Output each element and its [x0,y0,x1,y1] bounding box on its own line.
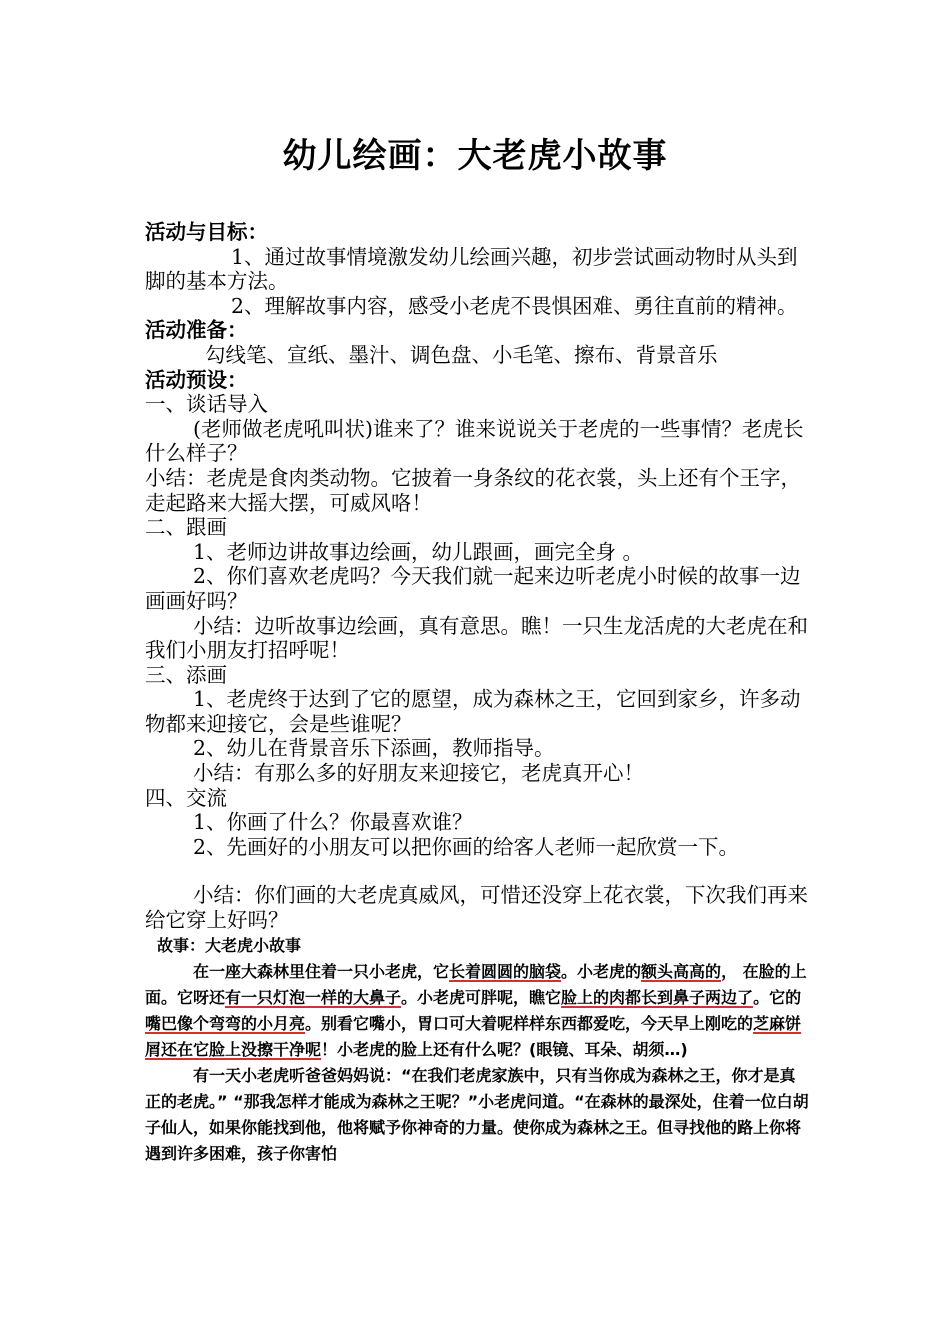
part4-item-1: 1、你画了什么？你最喜欢谁？ [193,810,473,835]
underlined-phrase: 有一只灯泡一样的大鼻子 [225,987,402,1007]
story-text: 。小老虎可胖呢，瞧它 [401,987,562,1007]
prep-heading: 活动准备： [145,318,248,343]
part1-summary: 小结：老虎是食肉类动物。它披着一身条纹的花衣裳，头上还有个王字，走起路来大摇大摆，可威风咯！ [145,465,801,515]
underlined-phrase: 脸上的肉都长到鼻子两边了 [561,987,754,1007]
story-text: ！小老虎的脸上还有什么呢？(眼镜、耳朵、胡须…) [321,1039,688,1059]
story-text: 。它的 [753,987,802,1007]
part4-summary: 小结：你们画的大老虎真威风，可惜还没穿上花衣裳，下次我们再来给它穿上好吗？ [145,883,808,933]
part1-heading: 一、谈话导入 [145,392,268,417]
part2-heading: 二、跟画 [145,515,227,540]
underlined-phrase: 嘴巴像个弯弯的小月亮 [145,1013,306,1033]
part3-heading: 三、添画 [145,662,227,687]
part2-summary: 小结：边听故事边绘画，真有意思。瞧！一只生龙活虎的大老虎在和我们小朋友打招呼呢！ [145,613,808,663]
story-text: 。别看它嘴小，胃口可大着呢样样东西都爱吃，今天早上刚吃的 [305,1013,754,1033]
story-text: 在一座大森林里住着一只小老虎，它 [193,961,450,981]
part2-item-1: 1、老师边讲故事边绘画，幼儿跟画，画完全身 。 [193,539,644,564]
goal-item-2: 2、理解故事内容，感受小老虎不畏惧困难、勇往直前的精神。 [231,293,798,318]
underlined-phrase: 芝麻饼屑还在它脸上没擦干净呢 [145,1013,802,1059]
story-section [145,933,810,1167]
part1-text: (老师做老虎吼叫状)谁来了？谁来说说关于老虎的一些事情？老虎长什么样子？ [145,416,804,466]
story-title: 故事：大老虎小故事 [157,935,302,955]
goals-heading: 活动与目标： [145,220,268,244]
story-text: ， 在脸的上面。它呀还 [145,961,807,1007]
story-paragraph-1 [145,959,810,1063]
story-text: 。小老虎的 [561,961,642,981]
part3-item-1: 1、老虎终于达到了它的愿望，成为森林之王，它回到家乡，许多动物都来迎接它，会是些谁呢？ [145,687,801,736]
spacer [145,859,810,883]
underlined-phrase: 长着圆圆的脑袋 [449,961,562,981]
part3-item-2: 2、幼儿在背景音乐下添画，教师指导。 [193,736,555,761]
document-title: 幼儿绘画：大老虎小故事 [282,136,668,176]
goal-item-1: 1、通过故事情境激发幼儿绘画兴趣，初步尝试画动物时从头到脚的基本方法。 [145,244,798,294]
underlined-phrase: 额头高高的 [641,961,722,981]
plan-heading: 活动预设： [145,367,248,392]
part2-item-2: 2、你们喜欢老虎吗？今天我们就一起来边听老虎小时候的故事一边画画好吗？ [145,564,801,613]
document-body [145,220,810,1167]
part4-heading: 四、交流 [145,785,227,810]
part3-summary: 小结：有那么多的好朋友来迎接它，老虎真开心！ [193,761,644,786]
prep-text: 勾线笔、宣纸、墨汁、调色盘、小毛笔、擦布、背景音乐 [205,342,718,367]
story-paragraph-2: 有一天小老虎听爸爸妈妈说：“在我们老虎家族中，只有当你成为森林之王，你才是真正的老虎。” “那我怎样才能成为森林之王呢？”小老虎问道。“在森林的最深处，住着一位白胡子仙人，如果你能找到他，他将赋予你神奇的力量。使你成为森林之王。但寻找他的路上你将遇到许多困难，孩子你害怕 [145,1065,809,1163]
part4-item-2: 2、先画好的小朋友可以把你画的给客人老师一起欣赏一下。 [193,834,740,859]
